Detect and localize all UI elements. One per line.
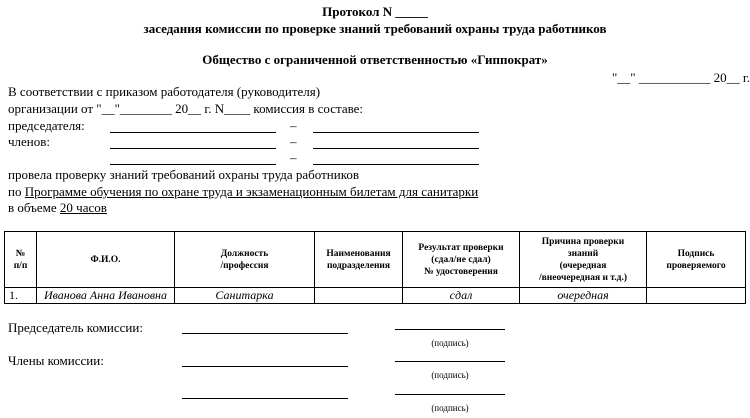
col-reason-header: Причина проверки знаний (очередная /внеочередная и т.д.) xyxy=(520,232,647,288)
member2-signature-line xyxy=(395,394,505,395)
dash: – xyxy=(290,134,297,149)
chairman-position-line xyxy=(313,132,479,133)
program-text: Программе обучения по охране труда и экзаменационным билетам для санитарки xyxy=(24,184,479,199)
verify-line: провела проверку знаний требований охраны труда работников xyxy=(8,167,360,182)
member2-name-line xyxy=(110,164,276,165)
volume-line xyxy=(8,200,107,216)
commission-line: организации от "__"________ 20__ г. N____ комиссия в составе: xyxy=(8,101,364,116)
protocol-date: "__" ___________ 20__ г. xyxy=(612,70,750,85)
protocol-subtitle: заседания комиссии по проверке знаний требований охраны труда работников xyxy=(143,21,607,36)
row-department xyxy=(315,288,403,304)
volume-value: 20 часов xyxy=(59,200,107,215)
col-number-header: № п/п xyxy=(5,232,37,288)
col-signature-header: Подпись проверяемого xyxy=(647,232,746,288)
member2-signature-caption: (подпись) xyxy=(431,403,469,413)
col-result-header: Результат проверки (сдал/не сдал) № удостоверения xyxy=(403,232,520,288)
results-table xyxy=(4,231,746,304)
col-fio-header: Ф.И.О. xyxy=(37,232,175,288)
volume-prefix: в объеме xyxy=(8,200,60,215)
row-number: 1. xyxy=(5,288,37,304)
member1-position-line xyxy=(313,148,479,149)
members-footer-label: Члены комиссии: xyxy=(8,353,104,368)
member1-footer-name-line xyxy=(182,366,348,367)
dash: – xyxy=(290,118,297,133)
organization-name: Общество с ограниченной ответственностью «Гиппократ» xyxy=(202,52,548,67)
row-result: сдал xyxy=(403,288,520,304)
member2-position-line xyxy=(313,164,479,165)
chairman-name-line xyxy=(110,132,276,133)
row-signature xyxy=(647,288,746,304)
member1-signature-caption: (подпись) xyxy=(431,370,469,380)
chairman-signature-line xyxy=(395,329,505,330)
program-line xyxy=(8,184,478,200)
protocol-title: Протокол N _____ xyxy=(322,4,428,19)
dash: – xyxy=(290,150,297,165)
chairman-footer-name-line xyxy=(182,333,348,334)
member1-name-line xyxy=(110,148,276,149)
row-fio: Иванова Анна Ивановна xyxy=(37,288,175,304)
member2-footer-name-line xyxy=(182,398,348,399)
chairman-footer-label: Председатель комиссии: xyxy=(8,320,143,335)
members-label: членов: xyxy=(8,134,51,149)
col-position-header: Должность /профессия xyxy=(175,232,315,288)
table-row xyxy=(5,288,746,304)
row-position: Санитарка xyxy=(175,288,315,304)
program-prefix: по xyxy=(8,184,25,199)
member1-signature-line xyxy=(395,361,505,362)
row-reason: очередная xyxy=(520,288,647,304)
chairman-label: председателя: xyxy=(8,118,85,133)
table-header-row xyxy=(5,232,746,288)
col-department-header: Наименования подразделения xyxy=(315,232,403,288)
order-line: В соответствии с приказом работодателя (руководителя) xyxy=(8,84,321,99)
chairman-signature-caption: (подпись) xyxy=(431,338,469,348)
